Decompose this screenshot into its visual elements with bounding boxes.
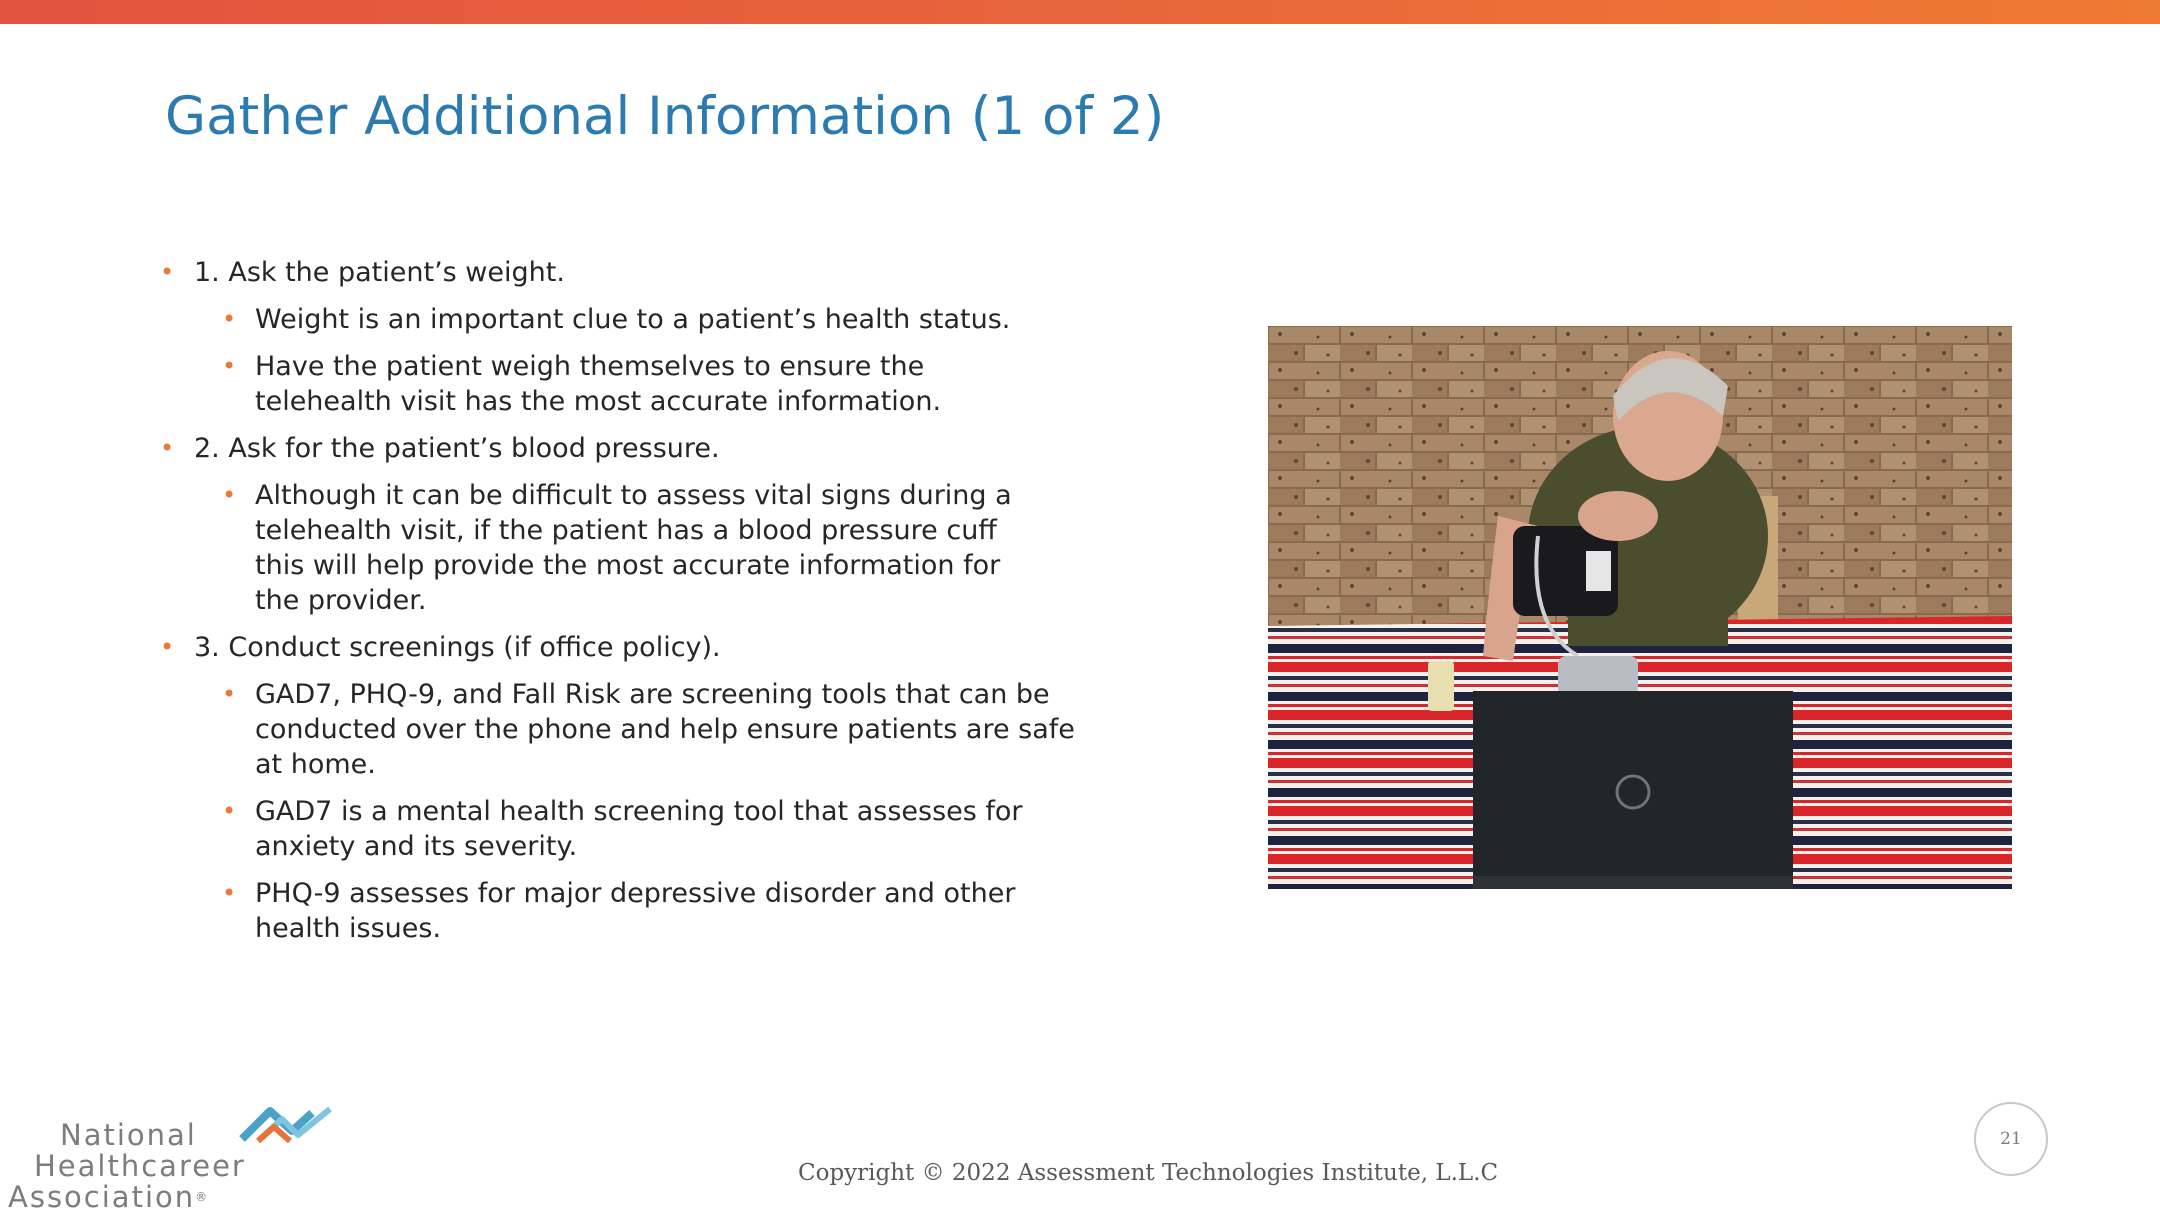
bullet-text: 1. Ask the patient’s weight. <box>194 257 565 288</box>
sub-bullet-item <box>222 478 1045 618</box>
sub-bullet-item <box>222 677 1075 782</box>
bullet-icon: • <box>222 680 237 708</box>
copyright-text: Copyright © 2022 Assessment Technologies Institute, L.L.C <box>798 1160 1499 1186</box>
bullet-icon: • <box>222 352 237 380</box>
bullet-item <box>160 255 1080 290</box>
top-accent-bar <box>0 0 2160 24</box>
sub-bullet-text: Weight is an important clue to a patient’s health status. <box>255 304 1011 335</box>
bullet-icon: • <box>222 797 237 825</box>
nha-mark-icon <box>230 1105 340 1145</box>
logo-line-national: National <box>60 1118 197 1152</box>
slide-title: Gather Additional Information (1 of 2) <box>165 86 1165 147</box>
bullet-text: 3. Conduct screenings (if office policy). <box>194 632 721 663</box>
sub-bullet-item <box>222 349 955 419</box>
sub-bullet-text: Although it can be difficult to assess vital signs during a telehealth visit, if the patient has a blood pressure cuff this will help provide the most accurate information for the provider. <box>255 480 1012 616</box>
logo-line-healthcareer: Healthcareer <box>34 1149 246 1183</box>
bullet-icon: • <box>160 258 175 286</box>
sub-bullet-text: GAD7 is a mental health screening tool that assesses for anxiety and its severity. <box>255 796 1023 862</box>
bullet-icon: • <box>160 434 175 462</box>
bullet-icon: • <box>222 305 237 333</box>
sub-bullet-text: PHQ-9 assesses for major depressive disorder and other health issues. <box>255 878 1016 944</box>
sub-bullet-item <box>222 876 1075 946</box>
page-number: 21 <box>1974 1102 2048 1176</box>
bullet-item <box>160 431 1080 466</box>
logo-line-association: Association® <box>8 1180 210 1214</box>
bullet-item <box>160 630 1080 665</box>
sub-bullet-text: Have the patient weigh themselves to ensure the telehealth visit has the most accurate information. <box>255 351 942 417</box>
bullet-list <box>160 255 1080 958</box>
sub-bullet-text: GAD7, PHQ-9, and Fall Risk are screening tools that can be conducted over the phone and help ensure patients are safe at home. <box>255 679 1075 780</box>
sub-bullet-item <box>222 794 1075 864</box>
sub-bullet-item <box>222 302 1080 337</box>
bullet-text: 2. Ask for the patient’s blood pressure. <box>194 433 720 464</box>
telehealth-photo <box>1268 326 2012 889</box>
bullet-icon: • <box>222 879 237 907</box>
nha-logo <box>8 1105 338 1214</box>
bullet-icon: • <box>160 633 175 661</box>
bullet-icon: • <box>222 481 237 509</box>
